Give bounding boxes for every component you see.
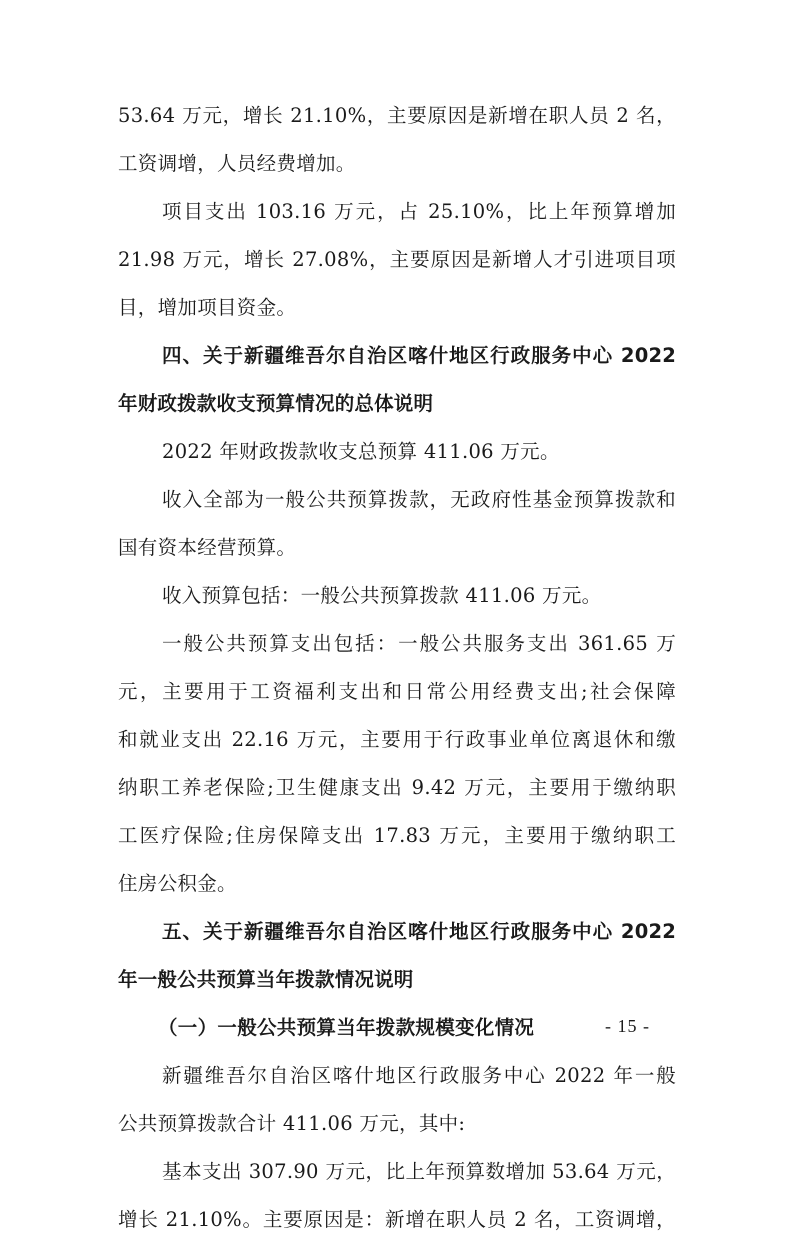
section-heading: 五、关于新疆维吾尔自治区喀什地区行政服务中心 2022 <box>162 920 676 943</box>
paragraph-line: 目，增加项目资金。 <box>118 296 297 319</box>
section-heading: 年一般公共预算当年拨款情况说明 <box>118 968 414 991</box>
paragraph-line: 住房公积金。 <box>118 872 237 895</box>
paragraph-line: 收入全部为一般公共预算拨款，无政府性基金预算拨款和 <box>162 488 676 511</box>
section-heading: 四、关于新疆维吾尔自治区喀什地区行政服务中心 2022 <box>162 344 676 367</box>
paragraph-line: 基本支出 307.90 万元，比上年预算数增加 53.64 万元， <box>162 1160 676 1183</box>
paragraph-line: 新疆维吾尔自治区喀什地区行政服务中心 2022 年一般 <box>162 1064 676 1087</box>
paragraph-line: 一般公共预算支出包括：一般公共服务支出 361.65 万 <box>162 632 676 655</box>
paragraph-line: 和就业支出 22.16 万元，主要用于行政事业单位离退休和缴 <box>118 728 676 751</box>
paragraph-line: 公共预算拨款合计 411.06 万元，其中: <box>118 1112 466 1135</box>
page-number: - 15 - <box>605 1016 650 1036</box>
paragraph-line: 国有资本经营预算。 <box>118 536 297 559</box>
paragraph-line: 项目支出 103.16 万元，占 25.10%，比上年预算增加 <box>162 200 676 223</box>
paragraph-line: 元，主要用于工资福利支出和日常公用经费支出;社会保障 <box>118 680 676 703</box>
subsection-heading: （一）一般公共预算当年拨款规模变化情况 <box>158 1016 535 1039</box>
paragraph-line: 纳职工养老保险;卫生健康支出 9.42 万元，主要用于缴纳职 <box>118 776 676 799</box>
paragraph-line: 工医疗保险;住房保障支出 17.83 万元，主要用于缴纳职工 <box>118 824 676 847</box>
section-heading: 年财政拨款收支预算情况的总体说明 <box>118 392 434 415</box>
paragraph-line: 53.64 万元，增长 21.10%，主要原因是新增在职人员 2 名， <box>118 104 676 127</box>
paragraph-line: 2022 年财政拨款收支总预算 411.06 万元。 <box>162 440 560 463</box>
paragraph-line: 增长 21.10%。主要原因是：新增在职人员 2 名，工资调增， <box>118 1208 676 1231</box>
paragraph-line: 工资调增，人员经费增加。 <box>118 152 356 175</box>
paragraph-line: 21.98 万元，增长 27.08%，主要原因是新增人才引进项目项 <box>118 248 676 271</box>
paragraph-line: 收入预算包括：一般公共预算拨款 411.06 万元。 <box>162 584 602 607</box>
document-body <box>118 92 676 1244</box>
